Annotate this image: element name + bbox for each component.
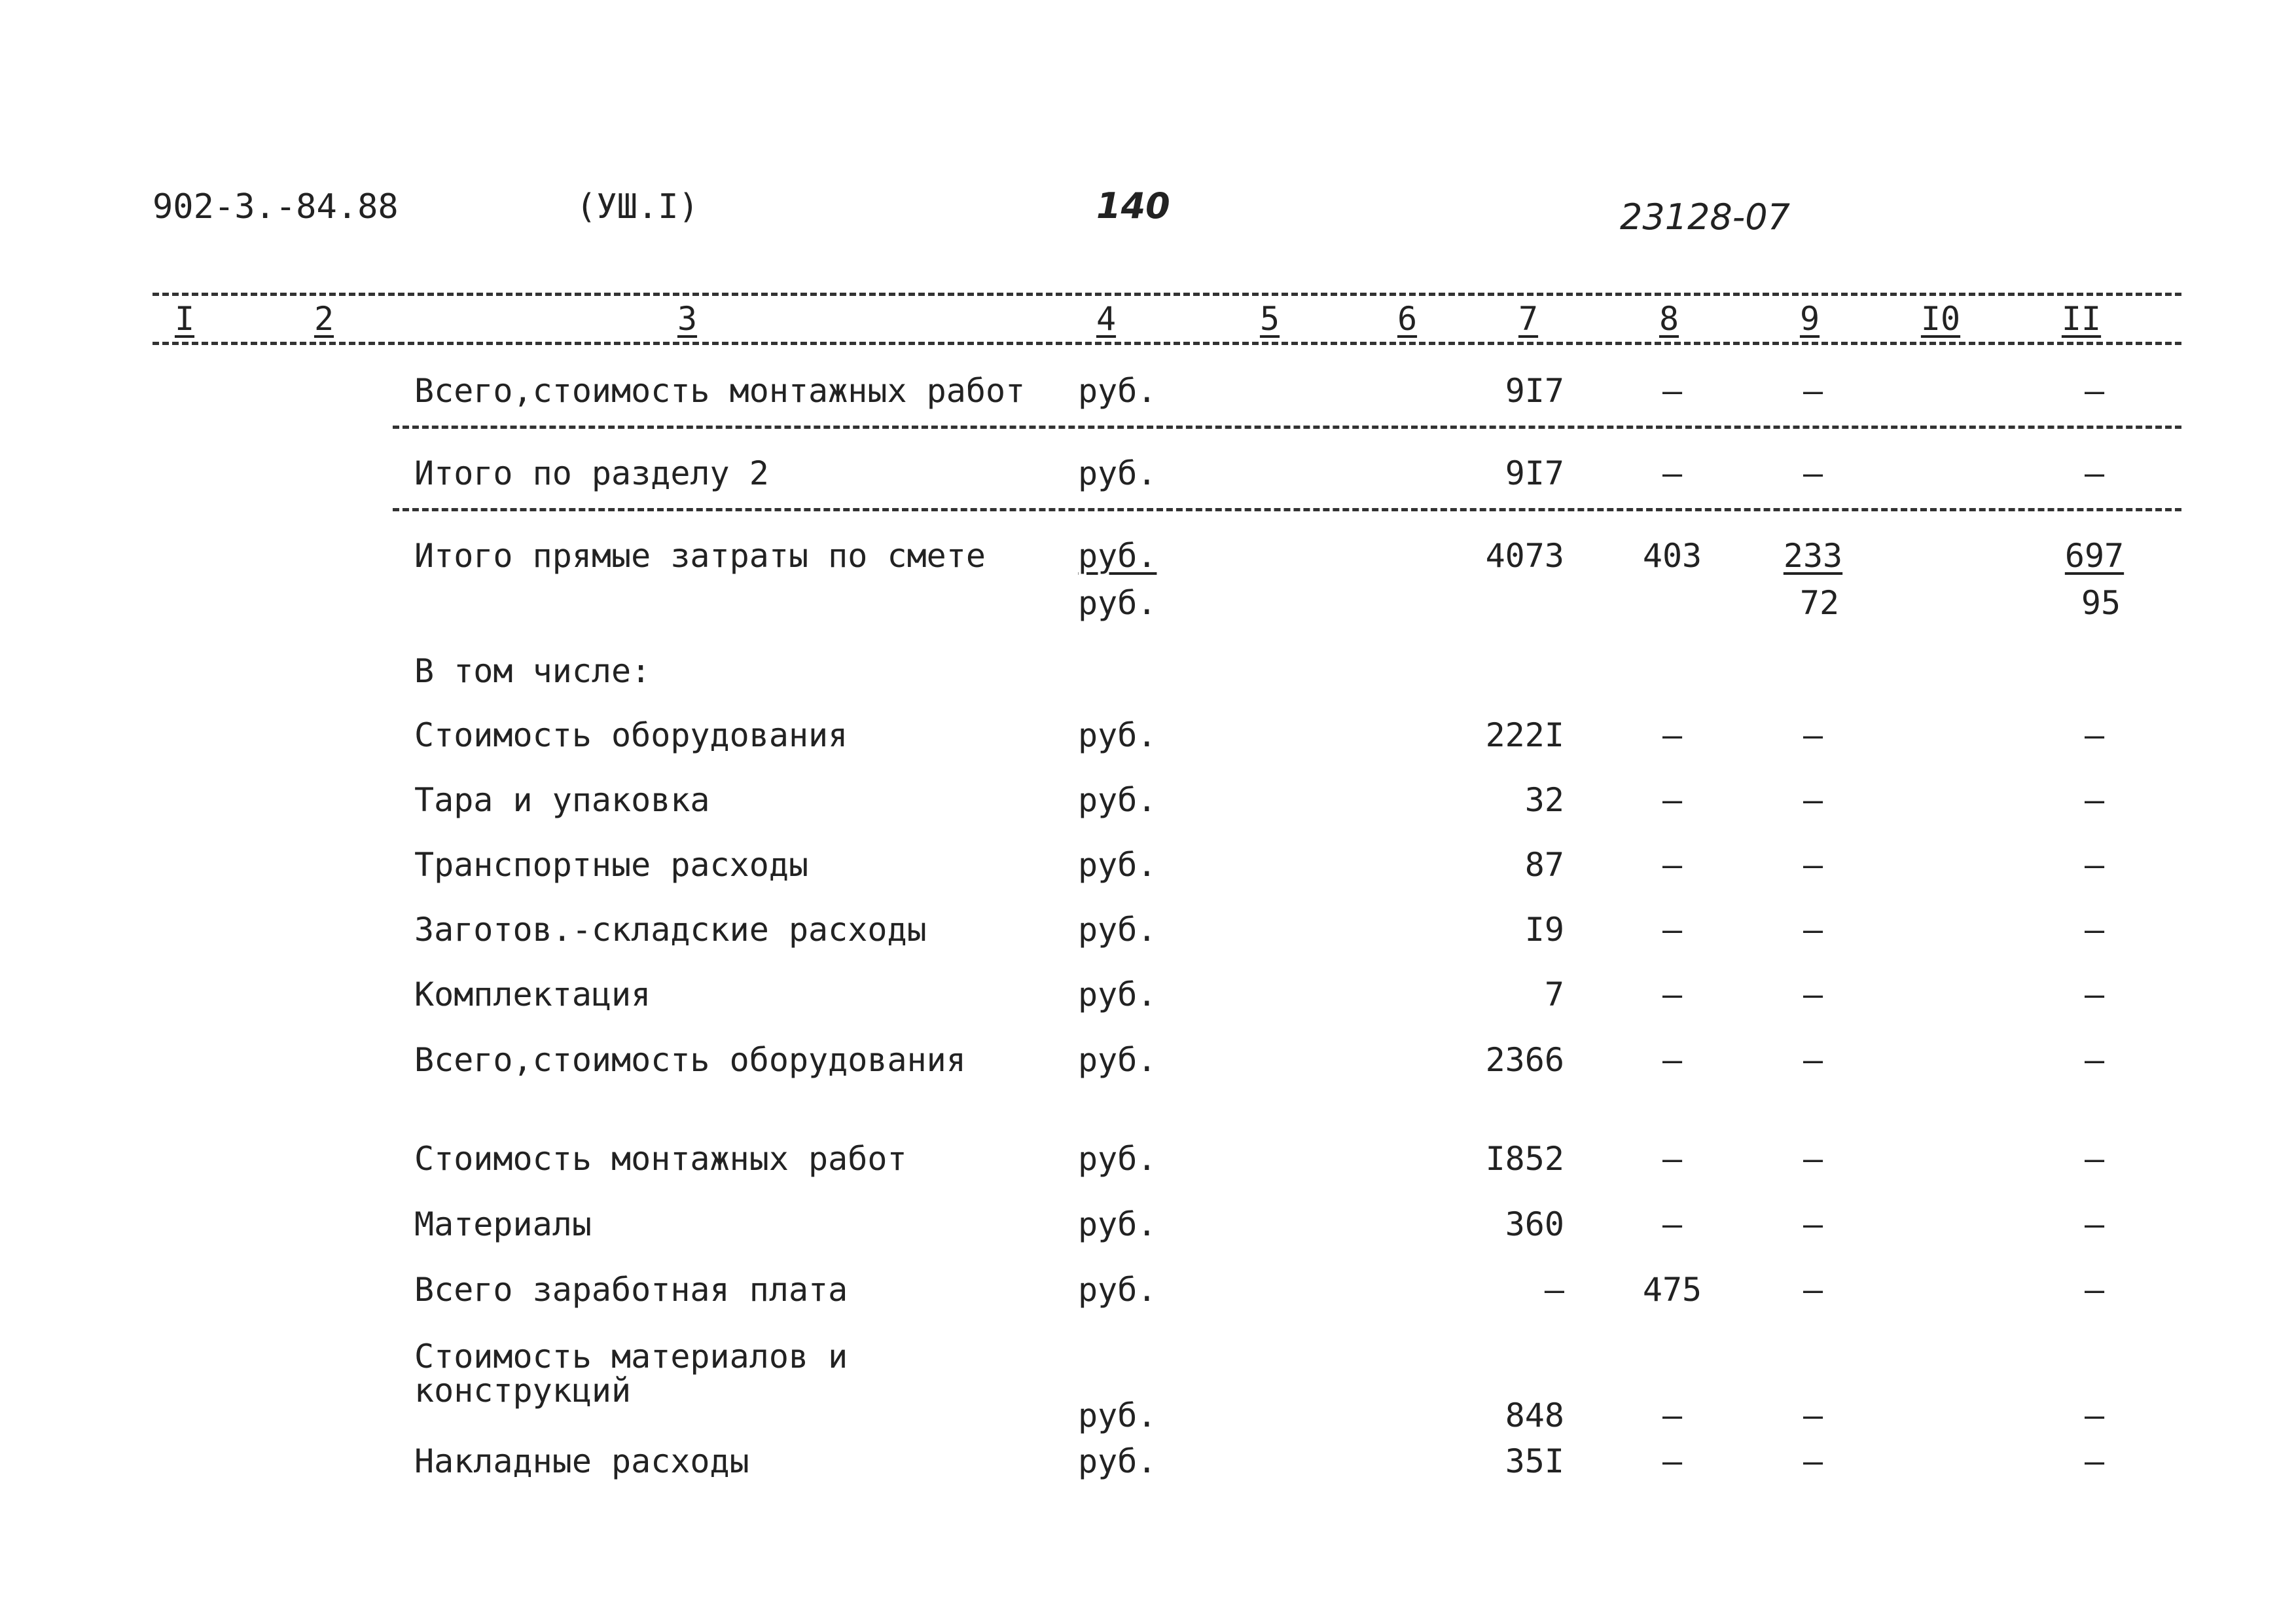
column-number: 5 xyxy=(1259,300,1280,338)
row-label: Комплектация xyxy=(414,976,651,1013)
column-number: I xyxy=(174,300,195,338)
column-number: 2 xyxy=(314,300,334,338)
value-col-11: – xyxy=(2084,1396,2105,1434)
row-label: Тара и упаковка xyxy=(414,781,710,819)
column-number: I0 xyxy=(1920,300,1961,338)
row-label: Стоимость материалов и xyxy=(414,1338,848,1376)
row-label: Итого по разделу 2 xyxy=(414,454,769,492)
value-col-11: – xyxy=(2084,1271,2105,1309)
row-label: Транспортные расходы xyxy=(414,846,809,884)
value-col-11: 697 xyxy=(2064,537,2125,575)
unit-cell: руб. xyxy=(1078,537,1157,575)
value-col-9-second: 72 xyxy=(1799,584,1840,622)
value-col-9: – xyxy=(1803,846,1823,884)
value-col-8: – xyxy=(1662,846,1683,884)
value-col-9: – xyxy=(1803,1041,1823,1079)
value-col-11-second: 95 xyxy=(2081,584,2121,622)
value-col-7: 7 xyxy=(1544,976,1564,1013)
row-label: В том числе: xyxy=(414,652,651,690)
unit-cell: руб. xyxy=(1078,716,1157,754)
header-top-rule xyxy=(152,293,2181,296)
value-col-7: 9I7 xyxy=(1505,454,1564,492)
row-label: Стоимость оборудования xyxy=(414,716,848,754)
value-col-9: – xyxy=(1803,1140,1823,1178)
row-label: Заготов.-складские расходы xyxy=(414,911,927,949)
value-col-8: – xyxy=(1662,716,1683,754)
row-label-continued: конструкций xyxy=(414,1372,632,1410)
value-col-11: – xyxy=(2084,1041,2105,1079)
value-col-8: – xyxy=(1662,976,1683,1013)
stamp-number: 23128-07 xyxy=(1620,196,1790,238)
unit-cell: руб. xyxy=(1078,1271,1157,1309)
value-col-7: 360 xyxy=(1505,1205,1564,1243)
value-col-7: 848 xyxy=(1505,1396,1564,1434)
unit-cell: руб. xyxy=(1078,1396,1157,1434)
value-col-7: 2366 xyxy=(1485,1041,1564,1079)
value-col-8: 475 xyxy=(1642,1271,1702,1309)
value-col-9: – xyxy=(1803,911,1823,949)
row-label: Материалы xyxy=(414,1205,592,1243)
column-number: 7 xyxy=(1518,300,1539,338)
value-col-9: – xyxy=(1803,781,1823,819)
row-label: Всего,стоимость монтажных работ xyxy=(414,372,1026,410)
value-col-9: – xyxy=(1803,1442,1823,1480)
row-label: Всего,стоимость оборудования xyxy=(414,1041,966,1079)
value-col-11: – xyxy=(2084,454,2105,492)
value-col-9: 233 xyxy=(1783,537,1843,575)
value-col-11: – xyxy=(2084,781,2105,819)
column-number: II xyxy=(2061,300,2102,338)
header-bottom-rule xyxy=(152,342,2181,345)
value-col-8: – xyxy=(1662,454,1683,492)
value-col-7: 32 xyxy=(1524,781,1564,819)
value-col-7: 9I7 xyxy=(1505,372,1564,410)
document-number: 902-3.-84.88 xyxy=(152,187,399,227)
value-col-7: – xyxy=(1544,1271,1564,1309)
value-col-7: 222I xyxy=(1485,716,1564,754)
unit-cell: руб. xyxy=(1078,1041,1157,1079)
value-col-11: – xyxy=(2084,1140,2105,1178)
value-col-8: – xyxy=(1662,1442,1683,1480)
value-col-9: – xyxy=(1803,1271,1823,1309)
value-col-11: – xyxy=(2084,372,2105,410)
value-col-8: – xyxy=(1662,372,1683,410)
value-col-9: – xyxy=(1803,1396,1823,1434)
column-number: 3 xyxy=(677,300,698,338)
value-col-11: – xyxy=(2084,1442,2105,1480)
column-number: 9 xyxy=(1799,300,1820,338)
value-col-8: – xyxy=(1662,1396,1683,1434)
column-number: 6 xyxy=(1397,300,1418,338)
column-number: 8 xyxy=(1659,300,1679,338)
value-col-11: – xyxy=(2084,846,2105,884)
unit-cell: руб. xyxy=(1078,911,1157,949)
unit-cell: руб. xyxy=(1078,846,1157,884)
value-col-9: – xyxy=(1803,1205,1823,1243)
value-col-11: – xyxy=(2084,1205,2105,1243)
page-number: 140 xyxy=(1096,185,1170,227)
section-code: (УШ.I) xyxy=(576,187,699,227)
unit-cell: руб. xyxy=(1078,372,1157,410)
value-col-8: – xyxy=(1662,781,1683,819)
column-number: 4 xyxy=(1096,300,1117,338)
value-col-8: 403 xyxy=(1642,537,1702,575)
unit-cell: руб. xyxy=(1078,1140,1157,1178)
unit-cell: руб. xyxy=(1078,1442,1157,1480)
value-col-7: I9 xyxy=(1524,911,1564,949)
value-col-9: – xyxy=(1803,454,1823,492)
value-col-7: 87 xyxy=(1524,846,1564,884)
row-label: Всего заработная плата xyxy=(414,1271,848,1309)
value-col-8: – xyxy=(1662,1041,1683,1079)
unit-cell: руб. xyxy=(1078,1205,1157,1243)
value-col-7: 4073 xyxy=(1485,537,1564,575)
unit-cell: руб. xyxy=(1078,454,1157,492)
value-col-9: – xyxy=(1803,372,1823,410)
value-col-11: – xyxy=(2084,976,2105,1013)
value-col-7: 35I xyxy=(1505,1442,1564,1480)
value-col-9: – xyxy=(1803,976,1823,1013)
unit-cell: руб. xyxy=(1078,976,1157,1013)
section-separator xyxy=(393,426,2181,429)
row-label: Итого прямые затраты по смете xyxy=(414,537,986,575)
value-col-8: – xyxy=(1662,911,1683,949)
value-col-9: – xyxy=(1803,716,1823,754)
value-col-11: – xyxy=(2084,716,2105,754)
section-separator xyxy=(393,508,2181,511)
value-col-8: – xyxy=(1662,1205,1683,1243)
row-label: Стоимость монтажных работ xyxy=(414,1140,907,1178)
value-col-11: – xyxy=(2084,911,2105,949)
value-col-7: I852 xyxy=(1485,1140,1564,1178)
unit-cell: руб. xyxy=(1078,781,1157,819)
unit-cell: руб. xyxy=(1078,584,1157,622)
value-col-8: – xyxy=(1662,1140,1683,1178)
row-label: Накладные расходы xyxy=(414,1442,749,1480)
